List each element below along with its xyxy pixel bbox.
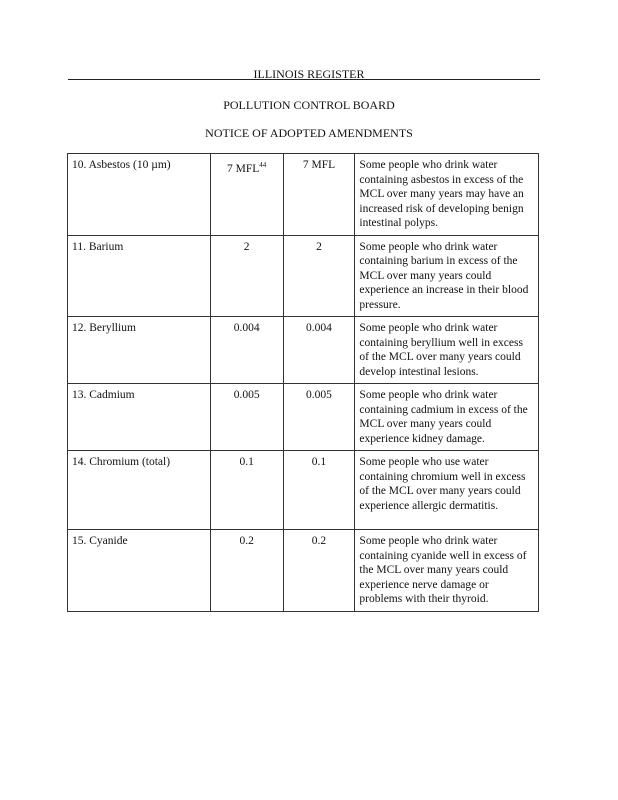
mclg-cell: [210, 530, 283, 612]
contaminant-cell: 12. Beryllium: [68, 317, 211, 384]
mclg-cell: [210, 154, 283, 236]
mcl-cell: 2: [283, 235, 355, 317]
table-row: [68, 317, 539, 384]
mcl-cell: 0.005: [283, 384, 355, 451]
contaminant-cell: 15. Cyanide: [68, 530, 211, 612]
contaminant-cell: 13. Cadmium: [68, 384, 211, 451]
mclg-value: 0.1: [239, 456, 254, 468]
contaminant-cell: 10. Asbestos (10 µm): [68, 154, 211, 236]
mclg-cell: [210, 317, 283, 384]
mclg-cell: [210, 384, 283, 451]
mclg-value: 0.2: [239, 535, 254, 547]
table-row: [68, 235, 539, 317]
mclg-value: 2: [243, 240, 250, 253]
footnote-ref: 44: [259, 161, 267, 169]
mclg-cell: [210, 235, 283, 317]
mcl-cell: 0.004: [283, 317, 355, 384]
contaminant-table: [67, 153, 539, 612]
health-effect-cell: Some people who drink water containing asbestos in excess of the MCL over many years may have an increased risk of developing benign intestinal polyps.: [355, 154, 539, 236]
mclg-value: 0.005: [233, 389, 260, 401]
contaminant-cell: 14. Chromium (total): [68, 451, 211, 530]
table-row: [68, 384, 539, 451]
board-title: POLLUTION CONTROL BOARD: [223, 98, 395, 112]
header-rule: [68, 79, 540, 80]
notice-title: NOTICE OF ADOPTED AMENDMENTS: [205, 126, 413, 140]
health-effect-cell: Some people who drink water containing beryllium well in excess of the MCL over many years could develop intestinal lesions.: [355, 317, 539, 384]
table-row: [68, 154, 539, 236]
mcl-cell: 0.2: [283, 530, 355, 612]
mclg-value: 0.004: [233, 322, 260, 334]
health-effect-cell: Some people who drink water containing cadmium in excess of the MCL over many years could experience kidney damage.: [355, 384, 539, 451]
mclg-value: 7 MFL: [226, 162, 260, 175]
mcl-cell: 0.1: [283, 451, 355, 530]
health-effect-cell: Some people who drink water containing cyanide well in excess of the MCL over many years could experience nerve damage or problems with their thyroid.: [355, 530, 539, 612]
mclg-cell: [210, 451, 283, 530]
register-title: ILLINOIS REGISTER: [253, 67, 365, 81]
contaminant-cell: 11. Barium: [68, 235, 211, 317]
table-row: [68, 530, 539, 612]
health-effect-cell: Some people who drink water containing barium in excess of the MCL over many years could experience an increase in their blood pressure.: [355, 235, 539, 317]
health-effect-cell: Some people who use water containing chromium well in excess of the MCL over many years could experience allergic dermatitis.: [355, 451, 539, 530]
mcl-cell: 7 MFL: [283, 154, 355, 236]
table-row: [68, 451, 539, 530]
